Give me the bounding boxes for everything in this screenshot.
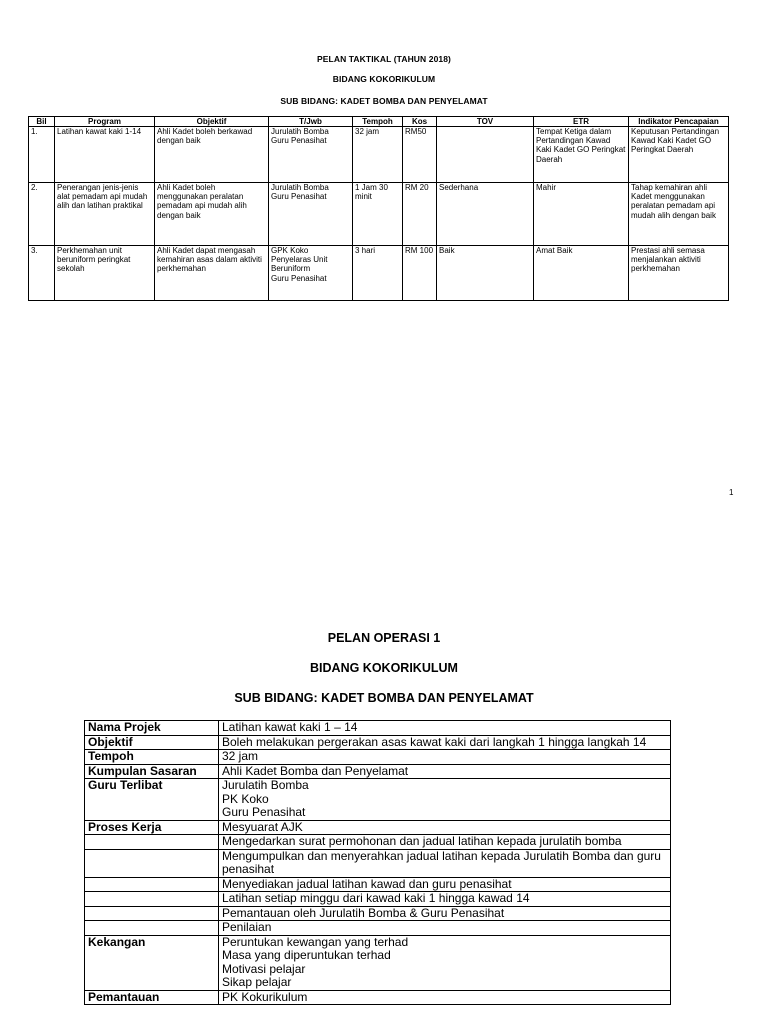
table-header-row <box>29 117 729 127</box>
cell-kos: RM50 <box>403 127 437 183</box>
cell-tjwb <box>269 183 353 246</box>
cell-kos: RM 20 <box>403 183 437 246</box>
proses-kerja-label: Proses Kerja <box>85 820 219 835</box>
cell-indikator: Prestasi ahli semasa menjalankan aktiviti perkhemahan <box>629 246 729 301</box>
empty-label <box>85 892 219 907</box>
cell-objektif: Ahli Kadet dapat mengasah kemahiran asas dalam aktiviti perkhemahan <box>155 246 269 301</box>
table-row <box>29 246 729 301</box>
empty-label <box>85 835 219 850</box>
empty-label <box>85 849 219 877</box>
table-row <box>85 892 671 907</box>
tjwb-line: Guru Penasihat <box>271 192 327 202</box>
cell-tov <box>437 127 534 183</box>
operational-plan-table <box>84 720 671 1005</box>
table-row <box>85 877 671 892</box>
table-row <box>29 127 729 183</box>
table-row <box>85 906 671 921</box>
cell-indikator: Keputusan Pertandingan Kawad Kaki Kadet GO Peringkat Daerah <box>629 127 729 183</box>
cell-tempoh: 1 Jam 30 minit <box>353 183 403 246</box>
operational-field: BIDANG KOKORIKULUM <box>310 661 458 675</box>
tjwb-line: Guru Penasihat <box>271 136 327 146</box>
table-row <box>85 921 671 936</box>
header-tjwb: T/Jwb <box>269 117 353 127</box>
cell-objektif: Ahli Kadet boleh berkawad dengan baik <box>155 127 269 183</box>
operational-sub-field: SUB BIDANG: KADET BOMBA DAN PENYELAMAT <box>234 691 534 705</box>
table-row <box>85 721 671 736</box>
header-bil: Bil <box>29 117 55 127</box>
guru-terlibat-label: Guru Terlibat <box>85 779 219 821</box>
header-tov: TOV <box>437 117 534 127</box>
header-kos: Kos <box>403 117 437 127</box>
objektif-label: Objektif <box>85 735 219 750</box>
table-row <box>29 183 729 246</box>
table-row <box>85 835 671 850</box>
tactical-field: BIDANG KOKORIKULUM <box>332 74 436 84</box>
pemantauan-value: PK Kokurikulum <box>219 990 671 1005</box>
cell-tov: Baik <box>437 246 534 301</box>
proses-kerja-step: Pemantauan oleh Jurulatih Bomba & Guru Penasihat <box>219 906 671 921</box>
proses-kerja-step: Mengedarkan surat permohonan dan jadual latihan kepada jurulatih bomba <box>219 835 671 850</box>
cell-tjwb <box>269 127 353 183</box>
tempoh-label: Tempoh <box>85 750 219 765</box>
cell-etr: Tempat Ketiga dalam Pertandingan Kawad Kaki Kadet GO Peringkat Daerah <box>534 127 629 183</box>
guru-terlibat-value <box>219 779 671 821</box>
tjwb-line: Jurulatih Bomba <box>271 127 329 136</box>
kekangan-value <box>219 935 671 990</box>
kekangan-line: Sikap pelajar <box>222 975 292 989</box>
proses-kerja-step: Mesyuarat AJK <box>219 820 671 835</box>
table-row <box>85 735 671 750</box>
table-row <box>85 935 671 990</box>
table-row <box>85 990 671 1005</box>
cell-bil: 1. <box>29 127 55 183</box>
table-row <box>85 820 671 835</box>
tjwb-line: GPK Koko <box>271 246 309 255</box>
operational-title: PELAN OPERASI 1 <box>327 631 441 645</box>
cell-objektif: Ahli Kadet boleh menggunakan peralatan pemadam api mudah alih dengan baik <box>155 183 269 246</box>
page-number: 1 <box>729 488 734 497</box>
empty-label <box>85 906 219 921</box>
cell-tempoh: 32 jam <box>353 127 403 183</box>
proses-kerja-step: Penilaian <box>219 921 671 936</box>
kekangan-line: Peruntukan kewangan yang terhad <box>222 934 409 949</box>
cell-tov: Sederhana <box>437 183 534 246</box>
cell-program: Perkhemahan unit beruniform peringkat sekolah <box>55 246 155 301</box>
header-indikator: Indikator Pencapaian <box>629 117 729 127</box>
kumpulan-sasaran-label: Kumpulan Sasaran <box>85 764 219 779</box>
tactical-title: PELAN TAKTIKAL (TAHUN 2018) <box>317 54 451 64</box>
guru-line: PK Koko <box>222 791 269 806</box>
kumpulan-sasaran-value: Ahli Kadet Bomba dan Penyelamat <box>219 764 671 779</box>
header-program: Program <box>55 117 155 127</box>
tactical-plan-table <box>28 116 729 301</box>
kekangan-label: Kekangan <box>85 935 219 990</box>
proses-kerja-step: Menyediakan jadual latihan kawad dan guru penasihat <box>219 877 671 892</box>
tactical-sub-field: SUB BIDANG: KADET BOMBA DAN PENYELAMAT <box>280 96 488 106</box>
tempoh-value: 32 jam <box>219 750 671 765</box>
cell-kos: RM 100 <box>403 246 437 301</box>
proses-kerja-step: Latihan setiap minggu dari kawad kaki 1 hingga kawad 14 <box>219 892 671 907</box>
cell-program: Penerangan jenis-jenis alat pemadam api mudah alih dan latihan praktikal <box>55 183 155 246</box>
pemantauan-label: Pemantauan <box>85 990 219 1005</box>
guru-line: Jurulatih Bomba <box>222 778 309 792</box>
cell-tempoh: 3 hari <box>353 246 403 301</box>
guru-line: Guru Penasihat <box>222 805 306 819</box>
header-etr: ETR <box>534 117 629 127</box>
proses-kerja-step: Mengumpulkan dan menyerahkan jadual latihan kepada Jurulatih Bomba dan guru penasihat <box>219 849 671 877</box>
cell-tjwb <box>269 246 353 301</box>
cell-indikator: Tahap kemahiran ahli Kadet menggunakan peralatan pemadam api mudah alih dengan baik <box>629 183 729 246</box>
cell-bil: 3. <box>29 246 55 301</box>
table-row <box>85 750 671 765</box>
tjwb-line: Penyelaras Unit Beruniform <box>271 255 328 274</box>
table-row <box>85 779 671 821</box>
table-row <box>85 849 671 877</box>
nama-projek-label: Nama Projek <box>85 721 219 736</box>
empty-label <box>85 921 219 936</box>
kekangan-line: Motivasi pelajar <box>222 961 306 976</box>
table-row <box>85 764 671 779</box>
header-objektif: Objektif <box>155 117 269 127</box>
tjwb-line: Guru Penasihat <box>271 273 327 283</box>
cell-etr: Amat Baik <box>534 246 629 301</box>
nama-projek-value: Latihan kawat kaki 1 – 14 <box>219 721 671 736</box>
header-tempoh: Tempoh <box>353 117 403 127</box>
cell-bil: 2. <box>29 183 55 246</box>
empty-label <box>85 877 219 892</box>
cell-program: Latihan kawat kaki 1-14 <box>55 127 155 183</box>
tjwb-line: Jurulatih Bomba <box>271 183 329 192</box>
kekangan-line: Masa yang diperuntukan terhad <box>222 948 391 962</box>
objektif-value: Boleh melakukan pergerakan asas kawat kaki dari langkah 1 hingga langkah 14 <box>219 735 671 750</box>
cell-etr: Mahir <box>534 183 629 246</box>
